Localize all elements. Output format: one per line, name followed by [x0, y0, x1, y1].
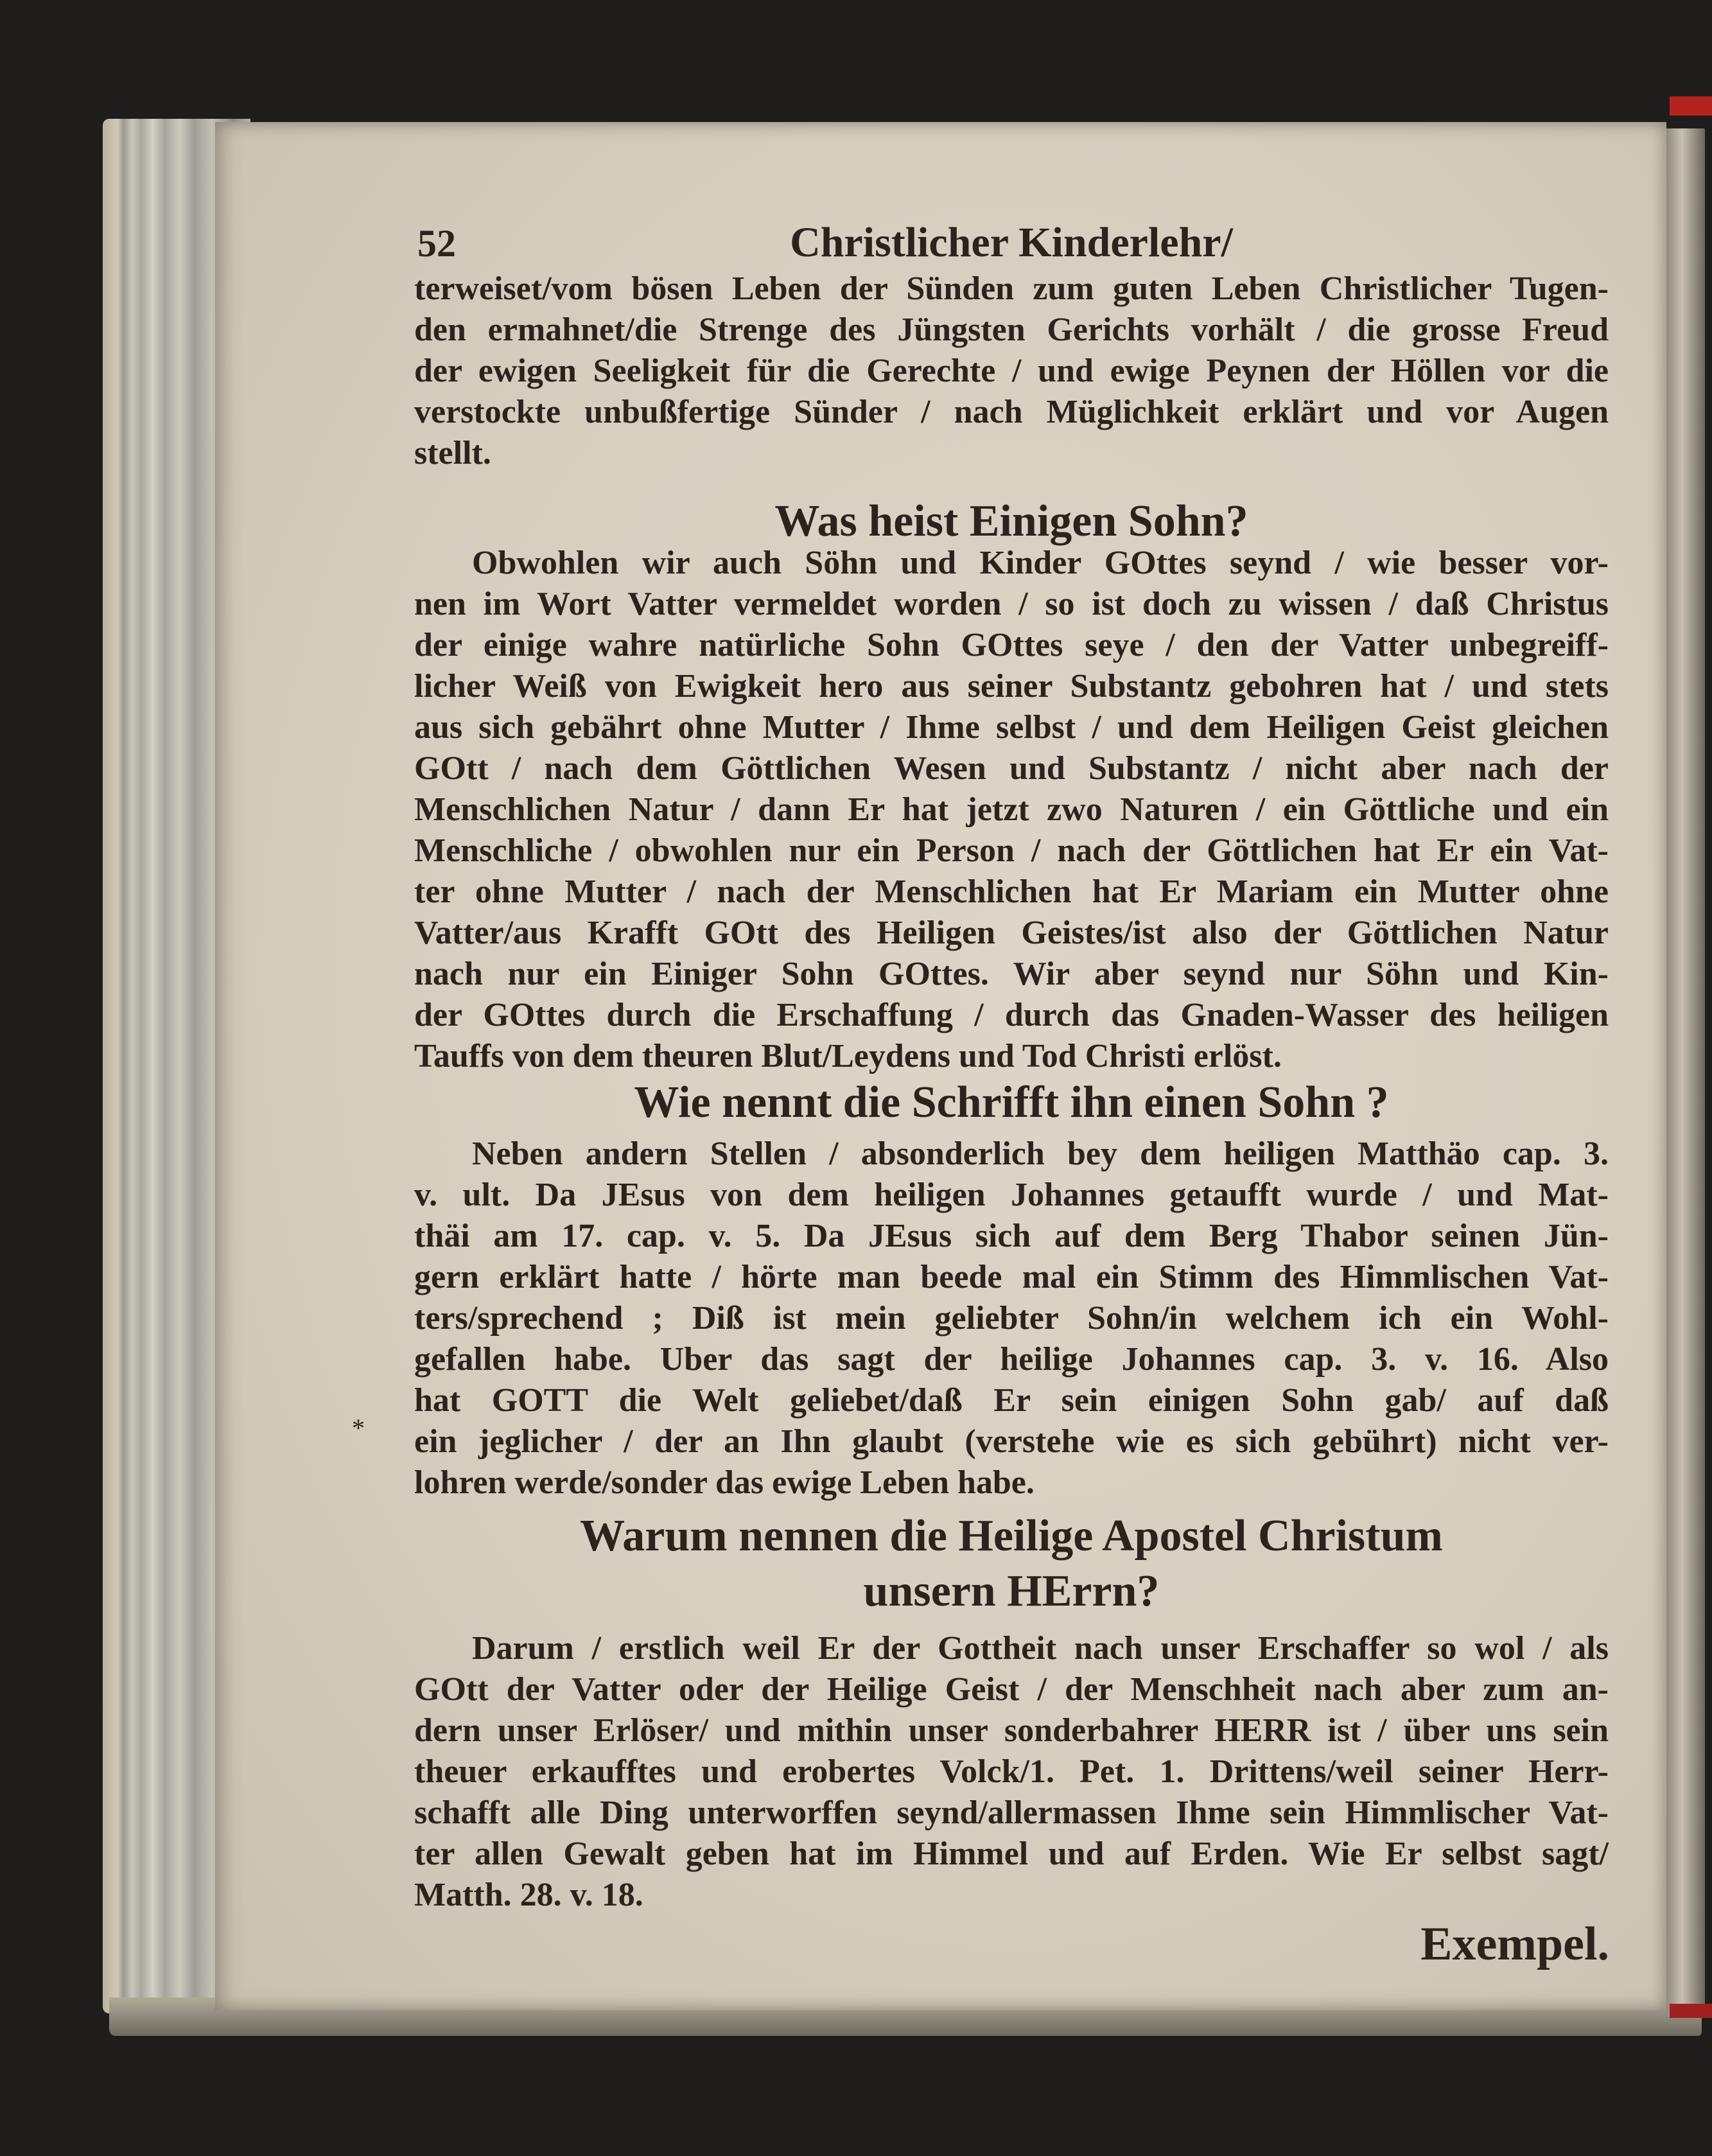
text-line: thäi am 17. cap. v. 5. Da JEsus sich auf dem Berg Thabor seinen Jün-: [414, 1218, 1609, 1254]
catchword: Exempel.: [1420, 1918, 1609, 1970]
text-line: aus sich gebährt ohne Mutter / Ihme selbst / und dem Heiligen Geist gleichen: [414, 709, 1609, 746]
section2-paragraph: [414, 1134, 1609, 1503]
text-line: den ermahnet/die Strenge des Jüngsten Gerichts vorhält / die grosse Freud: [414, 311, 1609, 348]
text-line: der GOttes durch die Erschaffung / durch das Gnaden-Wasser des heiligen: [414, 997, 1609, 1033]
text-line: Tauffs von dem theuren Blut/Leydens und Tod Christi erlöst.: [414, 1038, 1282, 1074]
text-line: gern erklärt hatte / hörte man beede mal ein Stimm des Himmlischen Vat-: [414, 1259, 1609, 1295]
text-line: der ewigen Seeligkeit für die Gerechte / und ewige Peynen der Höllen vor die: [414, 353, 1609, 389]
text-line: GOtt der Vatter oder der Heilige Geist / der Menschheit nach aber zum an-: [414, 1671, 1609, 1708]
text-line: hat GOTT die Welt geliebet/daß Er sein einigen Sohn gab/ auf daß: [414, 1382, 1609, 1419]
text-line: Obwohlen wir auch Söhn und Kinder GOttes seynd / wie besser vor-: [472, 545, 1609, 581]
text-line: stellt.: [414, 435, 491, 471]
bookmark-ribbon: [1670, 96, 1712, 116]
text-line: terweiset/vom bösen Leben der Sünden zum guten Leben Christlicher Tugen-: [414, 270, 1609, 307]
running-title: Christlicher Kinderlehr/: [790, 219, 1233, 266]
text-line: Neben andern Stellen / absonderlich bey dem heiligen Matthäo cap. 3.: [472, 1135, 1609, 1172]
bookmark-ribbon-bottom: [1670, 2004, 1712, 2018]
text-line: ter allen Gewalt geben hat im Himmel und auf Erden. Wie Er selbst sagt/: [414, 1836, 1609, 1872]
section-heading: Was heist Einigen Sohn?: [774, 496, 1248, 546]
text-line: ter ohne Mutter / nach der Menschlichen hat Er Mariam ein Mutter ohne: [414, 873, 1609, 910]
text-line: GOtt / nach dem Göttlichen Wesen und Substantz / nicht aber nach der: [414, 750, 1609, 787]
text-line: schafft alle Ding unterworffen seynd/allermassen Ihme sein Himmlischer Vat-: [414, 1794, 1609, 1831]
section3-paragraph: [414, 1628, 1609, 1916]
text-line: ters/sprechend ; Diß ist mein geliebter Sohn/in welchem ich ein Wohl-: [414, 1300, 1609, 1337]
section-heading: Wie nennt die Schrifft ihn einen Sohn ?: [634, 1078, 1389, 1127]
text-line: lohren werde/sonder das ewige Leben habe.: [414, 1464, 1035, 1501]
text-line: Menschlichen Natur / dann Er hat jetzt zwo Naturen / ein Göttliche und ein: [414, 791, 1609, 828]
margin-mark: *: [352, 1414, 365, 1442]
text-line: ein jeglicher / der an Ihn glaubt (verstehe wie es sich gebührt) nicht ver-: [414, 1423, 1609, 1460]
text-line: Darum / erstlich weil Er der Gottheit nach unser Erschaffer so wol / als: [472, 1630, 1609, 1667]
text-line: Matth. 28. v. 18.: [414, 1877, 643, 1913]
text-line: nach nur ein Einiger Sohn GOttes. Wir aber seynd nur Söhn und Kin-: [414, 956, 1609, 992]
text-line: verstockte unbußfertige Sünder / nach Müglichkeit erklärt und vor Augen: [414, 394, 1609, 430]
section1-paragraph: [414, 543, 1609, 1077]
intro-paragraph: [414, 268, 1609, 474]
section-heading-line2: unsern HErrn?: [863, 1566, 1160, 1616]
page-number: 52: [417, 222, 456, 265]
section-heading: Warum nennen die Heilige Apostel Christum: [580, 1511, 1443, 1561]
text-line: Menschliche / obwohlen nur ein Person / nach der Göttlichen hat Er ein Vat-: [414, 832, 1609, 869]
text-line: Vatter/aus Krafft GOtt des Heiligen Geistes/ist also der Göttlichen Natur: [414, 915, 1609, 951]
text-line: dern unser Erlöser/ und mithin unser sonderbahrer HERR ist / über uns sein: [414, 1712, 1609, 1749]
text-line: gefallen habe. Uber das sagt der heilige Johannes cap. 3. v. 16. Also: [414, 1341, 1609, 1378]
facing-page-edge: [1666, 128, 1705, 2017]
text-line: nen im Wort Vatter vermeldet worden / so ist doch zu wissen / daß Christus: [414, 586, 1609, 622]
text-line: theuer erkaufftes und erobertes Volck/1. Pet. 1. Drittens/weil seiner Herr-: [414, 1753, 1609, 1790]
text-line: v. ult. Da JEsus von dem heiligen Johannes getaufft wurde / und Mat-: [414, 1177, 1609, 1213]
text-line: licher Weiß von Ewigkeit hero aus seiner Substantz gebohren hat / und stets: [414, 668, 1609, 705]
text-line: der einige wahre natürliche Sohn GOttes seye / den der Vatter unbegreiff-: [414, 627, 1609, 663]
